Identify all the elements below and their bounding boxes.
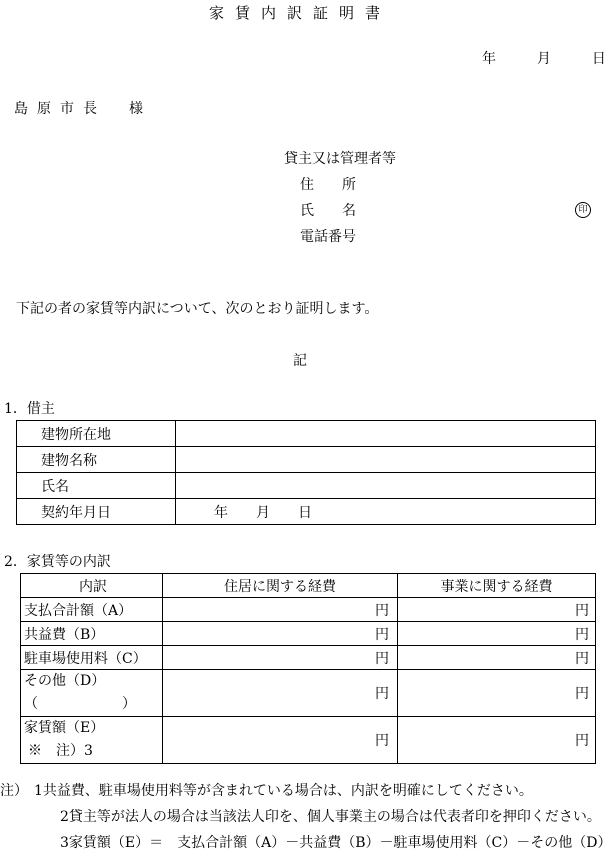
contract-date-label: 契約年月日 — [17, 499, 176, 525]
rent-note-ref: ※ 注）3 — [28, 743, 93, 759]
business-total-field[interactable]: 円 — [398, 598, 596, 622]
intro-text: 下記の者の家賃等内訳について、次のとおり証明します。 — [16, 301, 379, 317]
building-location-label: 建物所在地 — [17, 421, 176, 447]
header-residential: 住居に関する経費 — [163, 574, 398, 598]
business-rent-field[interactable]: 円 — [398, 717, 596, 764]
phone-label: 電話番号 — [300, 229, 356, 245]
residential-rent-field[interactable]: 円 — [163, 717, 398, 764]
document-title: 家賃内訳証明書 — [208, 4, 391, 22]
date-day: 日 — [591, 51, 606, 67]
table-header-row — [21, 574, 596, 598]
residential-common-fee-field[interactable]: 円 — [163, 622, 398, 646]
table-row — [21, 622, 596, 646]
tenant-table — [16, 420, 596, 525]
row-label-common-fee: 共益費（B） — [21, 622, 163, 646]
table-row — [17, 473, 596, 499]
note-3: 3家賃額（E）＝ 支払合計額（A）－共益費（B）－駐車場使用料（C）－その他（D） — [60, 835, 611, 851]
tenant-name-label: 氏名 — [17, 473, 176, 499]
name-label: 氏 名 — [300, 203, 356, 219]
rent-breakdown-table — [20, 573, 596, 764]
addressee: 島原市長 様 — [14, 101, 152, 117]
date-month: 月 — [536, 51, 551, 67]
building-name-field[interactable] — [176, 447, 596, 473]
table-row — [21, 670, 596, 717]
header-breakdown: 内訳 — [21, 574, 163, 598]
residential-parking-field[interactable]: 円 — [163, 646, 398, 670]
date-line — [482, 48, 606, 68]
residential-total-field[interactable]: 円 — [163, 598, 398, 622]
business-common-fee-field[interactable]: 円 — [398, 622, 596, 646]
residential-other-field[interactable]: 円 — [163, 670, 398, 717]
building-location-field[interactable] — [176, 421, 596, 447]
building-name-label: 建物名称 — [17, 447, 176, 473]
landlord-heading: 貸主又は管理者等 — [284, 151, 396, 167]
other-label: その他（D） — [24, 673, 106, 689]
table-row — [17, 499, 596, 525]
table-row — [17, 447, 596, 473]
notes-prefix: 注） — [0, 783, 28, 799]
table-row — [17, 421, 596, 447]
contract-date-field[interactable]: 年 月 日 — [176, 499, 596, 525]
table-row — [21, 646, 596, 670]
business-parking-field[interactable]: 円 — [398, 646, 596, 670]
date-year: 年 — [482, 51, 496, 67]
row-label-other — [21, 670, 163, 717]
section1-heading: 1．借主 — [4, 401, 55, 417]
note-1: 1共益費、駐車場使用料等が含まれている場合は、内訳を明確にしてください。 — [34, 783, 533, 799]
table-row — [21, 598, 596, 622]
row-label-parking: 駐車場使用料（C） — [21, 646, 163, 670]
note-2: 2貸主等が法人の場合は当該法人印を、個人事業主の場合は代表者印を押印ください。 — [60, 809, 601, 825]
rent-label: 家賃額（E） — [24, 720, 105, 736]
seal-mark: 印 — [575, 202, 591, 218]
address-label: 住 所 — [300, 177, 356, 193]
table-row — [21, 717, 596, 764]
row-label-total: 支払合計額（A） — [21, 598, 163, 622]
header-business: 事業に関する経費 — [398, 574, 596, 598]
tenant-name-field[interactable] — [176, 473, 596, 499]
section2-heading: 2．家賃等の内訳 — [4, 554, 111, 570]
ki-heading: 記 — [293, 353, 307, 369]
business-other-field[interactable]: 円 — [398, 670, 596, 717]
row-label-rent — [21, 717, 163, 764]
other-detail: （ ） — [24, 696, 136, 712]
